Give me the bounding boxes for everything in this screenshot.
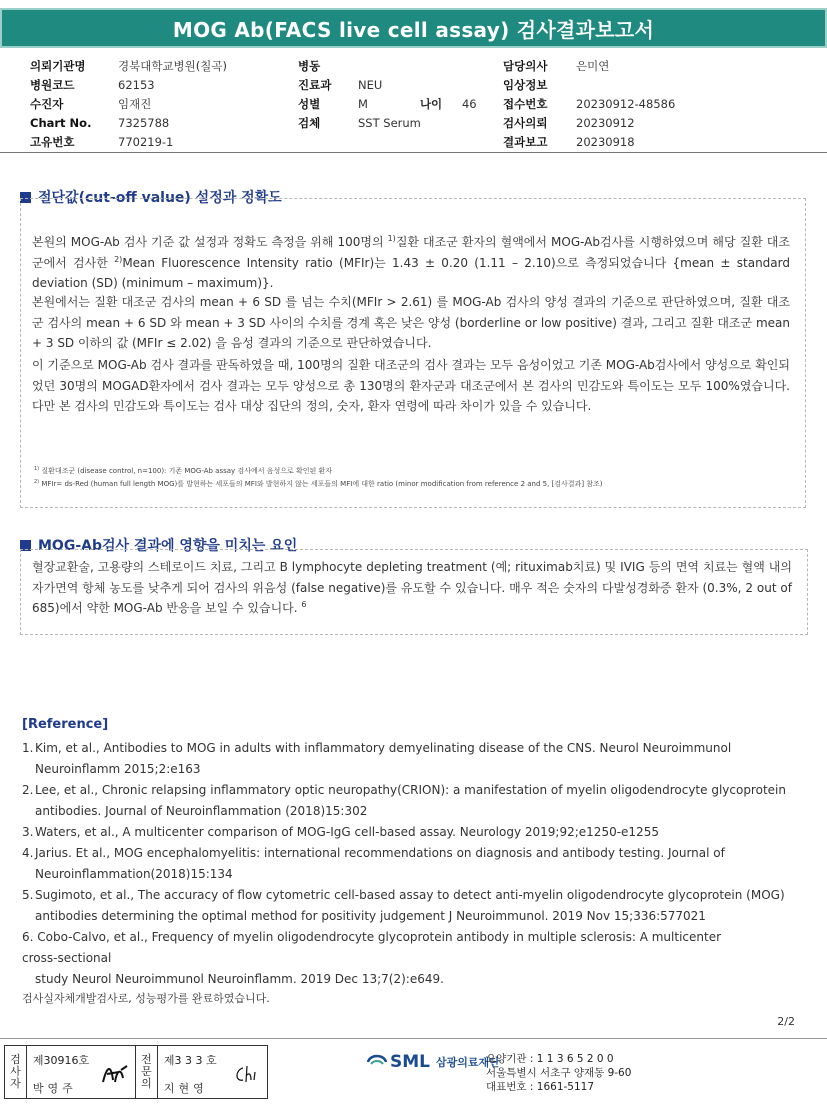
- info-value: 20230918: [576, 134, 635, 149]
- examiner-license-no: 제30916호: [32, 1054, 90, 1067]
- ref-number: 5.: [22, 888, 34, 902]
- label-char: 사: [10, 1065, 21, 1078]
- info-key: 의뢰기관명: [30, 58, 86, 73]
- ref-text-cont: Neuroinflammation(2018)15:134: [35, 867, 233, 881]
- info-key: Chart No.: [30, 115, 92, 130]
- report-title: MOG Ab(FACS live cell assay) 검사결과보고서: [172, 17, 655, 42]
- info-row: [30, 132, 227, 151]
- info-value: SST Serum: [358, 115, 421, 130]
- info-row: [30, 75, 227, 94]
- text-span: 혈장교환술, 고용량의 스테로이드 치료, 그리고 B lymphocyte depleting treatment (예; rituximab치료) 및 IVIG 등의 면역 치료는 혈액 내의 자가면역 항체 농도를 낮추게 되어 검사의 위음성 (false negative)를 유도할 수 있습니다. 매우 적은 숫자의 다발성경화증 환자 (0.3%, 2 out of 685)에서 약한 MOG-Ab 반응을 보일 수 있습니다.: [32, 560, 792, 615]
- info-key: 수진자: [30, 96, 64, 111]
- info-key: 검체: [298, 115, 321, 130]
- footnote-ref: 2): [114, 254, 123, 264]
- text-span: 질환 대조군 환자의 혈액에서 MOG-Ab검사를 시행하였으며 해당 질환 대조군에서 검사한: [32, 235, 790, 270]
- info-row: [298, 75, 477, 94]
- specialist-name: 지현영: [163, 1082, 208, 1095]
- info-key: 임상정보: [503, 77, 548, 92]
- info-value: 은미연: [576, 58, 610, 73]
- specialist-license-no: 제3 3 3 호: [163, 1054, 217, 1067]
- patient-info-col2: [298, 56, 477, 132]
- reference-item: [22, 885, 802, 906]
- sml-logo-icon: [366, 1052, 388, 1072]
- info-key: 접수번호: [503, 96, 548, 111]
- patient-info-col3: [503, 56, 675, 151]
- ref-number: 1.: [22, 741, 34, 755]
- signature-mark-icon: [233, 1062, 261, 1086]
- ref-text: Lee, et al., Chronic relapsing inflammatory optic neuropathy(CRION): a manifestation of myelin oligodendrocyte glycoprotein: [35, 783, 786, 797]
- ref-text: Waters, et al., A multicenter comparison of MOG-IgG cell-based assay. Neurology 2019;92;e1250-e1255: [35, 825, 659, 839]
- specialist-label: [136, 1046, 158, 1098]
- footnote-mark: 1): [34, 466, 40, 472]
- section1-paragraph3: [32, 355, 790, 417]
- examiner-name: 박영주: [32, 1082, 77, 1095]
- ref-text: Kim, et al., Antibodies to MOG in adults with inflammatory demyelinating disease of the CNS. Neurol Neuroimmunol: [35, 741, 732, 755]
- info-value: 20230912-48586: [576, 96, 676, 111]
- section1-title: 절단값(cut-off value) 설정과 정확도: [38, 190, 282, 206]
- logo-text: SML: [390, 1052, 430, 1072]
- info-value: 7325788: [118, 115, 170, 130]
- label-char: 의: [141, 1077, 152, 1090]
- info-key: 결과보고: [503, 134, 548, 149]
- info-value: NEU: [358, 77, 383, 92]
- info-row: [298, 94, 477, 113]
- text-span: 이 기준으로 MOG-Ab 검사 결과를 판독하였을 때, 100명의 질환 대조군의 검사 결과는 모두 음성이었고 기존 MOG-Ab검사에서 양성으로 확인되었던 30명의 MOGAD환자에서 검사 결과는 모두 양성으로 총 130명의 환자군과 대조군에서 본 검사의 민감도와 특이도는 모두 100%였습니다. 다만 본 검사의 민감도와 특이도는 검사 대상 집단의 정의, 숫자, 환자 연령에 따라 차이가 있을 수 있습니다.: [32, 358, 790, 413]
- sml-logo: [366, 1052, 500, 1072]
- section2-paragraph: [32, 557, 792, 619]
- header-divider: [0, 152, 827, 153]
- label-char: 검: [10, 1053, 21, 1066]
- info-key: 병동: [298, 58, 321, 73]
- info-key: 병원코드: [30, 77, 75, 92]
- info-key: 성별: [298, 96, 321, 111]
- section1-paragraph2: [32, 292, 790, 354]
- ref-text-cont: Neuroinflamm 2015;2:e163: [35, 762, 201, 776]
- info-row: [503, 113, 675, 132]
- info-row: [503, 94, 675, 113]
- info-row: [503, 56, 675, 75]
- reference-item: 6. Cobo-Calvo, et al., Frequency of myelin oligodendrocyte glycoprotein antibody in multiple sclerosis: A multicenter: [22, 930, 722, 944]
- ref-text: Jarius. Et al., MOG encephalomyelitis: international recommendations on diagnosis and antibody testing. Journal of: [35, 846, 725, 860]
- age-key: 나이: [419, 96, 443, 111]
- info-value: 경북대학교병원(칠곡): [118, 58, 227, 73]
- info-row: [298, 113, 477, 132]
- ref-text: Sugimoto, et al., The accuracy of flow cytometric cell-based assay to detect anti-myelin oligodendrocyte glycoprotein (MOG): [35, 888, 785, 902]
- examiner-label: [5, 1046, 27, 1098]
- info-value: 770219-1: [118, 134, 174, 149]
- reference-item: [22, 843, 802, 864]
- institution-code: 요양기관 : 1 1 3 6 5 2 0 0: [486, 1053, 614, 1065]
- page-number: 2/2: [777, 1015, 795, 1028]
- footnote-mark: 2): [34, 479, 40, 485]
- lab-contact-info: [486, 1052, 631, 1094]
- label-char: 자: [10, 1077, 21, 1090]
- lab-address: 서울특별시 서초구 양재동 9-60: [486, 1067, 632, 1079]
- ref-text-cont: antibodies. Journal of Neuroinflammation (2018)15:302: [35, 804, 368, 818]
- references-heading: [Reference]: [22, 717, 109, 732]
- patient-info-col1: [30, 56, 227, 151]
- info-value: 임재진: [118, 96, 152, 111]
- report-title-bar: [0, 8, 827, 48]
- info-row: [30, 56, 227, 75]
- info-key: 진료과: [298, 77, 332, 92]
- info-row: [30, 113, 227, 132]
- reference-item: [22, 822, 802, 843]
- footer-divider: [0, 1038, 827, 1039]
- ref-number: 2.: [22, 783, 34, 797]
- lab-phone: 대표번호 : 1661-5117: [486, 1081, 595, 1093]
- reference-item: [22, 738, 802, 759]
- ref-text-cont: antibodies determining the optimal method for positivity judgement J Neuroimmunol. 2019 Nov 15;336:577021: [35, 909, 706, 923]
- section2-title: MOG-Ab검사 결과에 영향을 미치는 요인: [38, 538, 298, 554]
- specialist-cell: [158, 1046, 267, 1098]
- text-span: 본원의 MOG-Ab 검사 기준 값 설정과 정확도 측정을 위해 100명의: [32, 235, 388, 249]
- text-span: 본원에서는 질환 대조군 검사의 mean + 6 SD 를 넘는 수치(MFIr > 2.61) 를 MOG-Ab 검사의 양성 결과의 기준으로 판단하였으며, 질환 대조군 검사의 mean + 6 SD 와 mean + 3 SD 사이의 수치를 경계 혹은 낮은 양성 (borderline or low positive) 결과, 그리고 질환 대조군 mean + 3 SD 이하의 값 (MFIr ≤ 2.02) 을 음성 결과의 기준으로 판단하였습니다.: [32, 295, 790, 350]
- footnote-text: 질환대조군 (disease control, n=100): 기존 MOG-Ab assay 검사에서 음성으로 확인된 환자: [39, 467, 333, 475]
- text-span: Mean Fluorescence Intensity ratio (MFIr)는 1.43 ± 0.20 (1.11 – 2.10)으로 측정되었습니다 {mean ± standard deviation (SD) (minimum – maximum)}.: [32, 255, 790, 290]
- info-row: [298, 56, 477, 75]
- info-value: 62153: [118, 77, 155, 92]
- footnote-ref: 1): [387, 234, 396, 243]
- signature-table: [4, 1045, 268, 1099]
- validation-note: 검사실자체개발검사로, 성능평가를 완료하였습니다.: [22, 992, 270, 1005]
- footnote-text: MFIr= ds-Red (human full length MOG)를 발현하는 세포들의 MFI와 발현하지 않는 세포들의 MFI에 대한 ratio (minor modification from reference 2 and 5, [검사결과] 참조): [39, 480, 603, 488]
- foundation-name: 삼광의료재단: [436, 1056, 500, 1069]
- info-key: 고유번호: [30, 134, 75, 149]
- info-key: 담당의사: [503, 58, 548, 73]
- label-char: 문: [141, 1065, 152, 1078]
- age-value: 46: [461, 96, 477, 111]
- info-row: [30, 94, 227, 113]
- section1-paragraph1: [32, 232, 790, 294]
- footnote-ref: 6: [301, 600, 307, 609]
- footnote-2: [34, 479, 603, 490]
- reference-item: [22, 780, 802, 801]
- info-value: M: [358, 96, 368, 111]
- info-value: 20230912: [576, 115, 635, 130]
- footnote-1: [34, 466, 332, 477]
- signature-mark-icon: [101, 1062, 129, 1086]
- ref-text-cont: study Neurol Neuroimmunol Neuroinflamm. 2019 Dec 13;7(2):e649.: [35, 972, 444, 986]
- examiner-cell: [27, 1046, 136, 1098]
- label-char: 전: [141, 1053, 152, 1066]
- ref-number: 4.: [22, 846, 34, 860]
- info-key: 검사의뢰: [503, 115, 548, 130]
- ref-number: 3.: [22, 825, 34, 839]
- ref-text-cont: cross-sectional: [22, 951, 112, 965]
- info-row: [503, 132, 675, 151]
- info-row: [503, 75, 675, 94]
- references-list: [22, 738, 802, 990]
